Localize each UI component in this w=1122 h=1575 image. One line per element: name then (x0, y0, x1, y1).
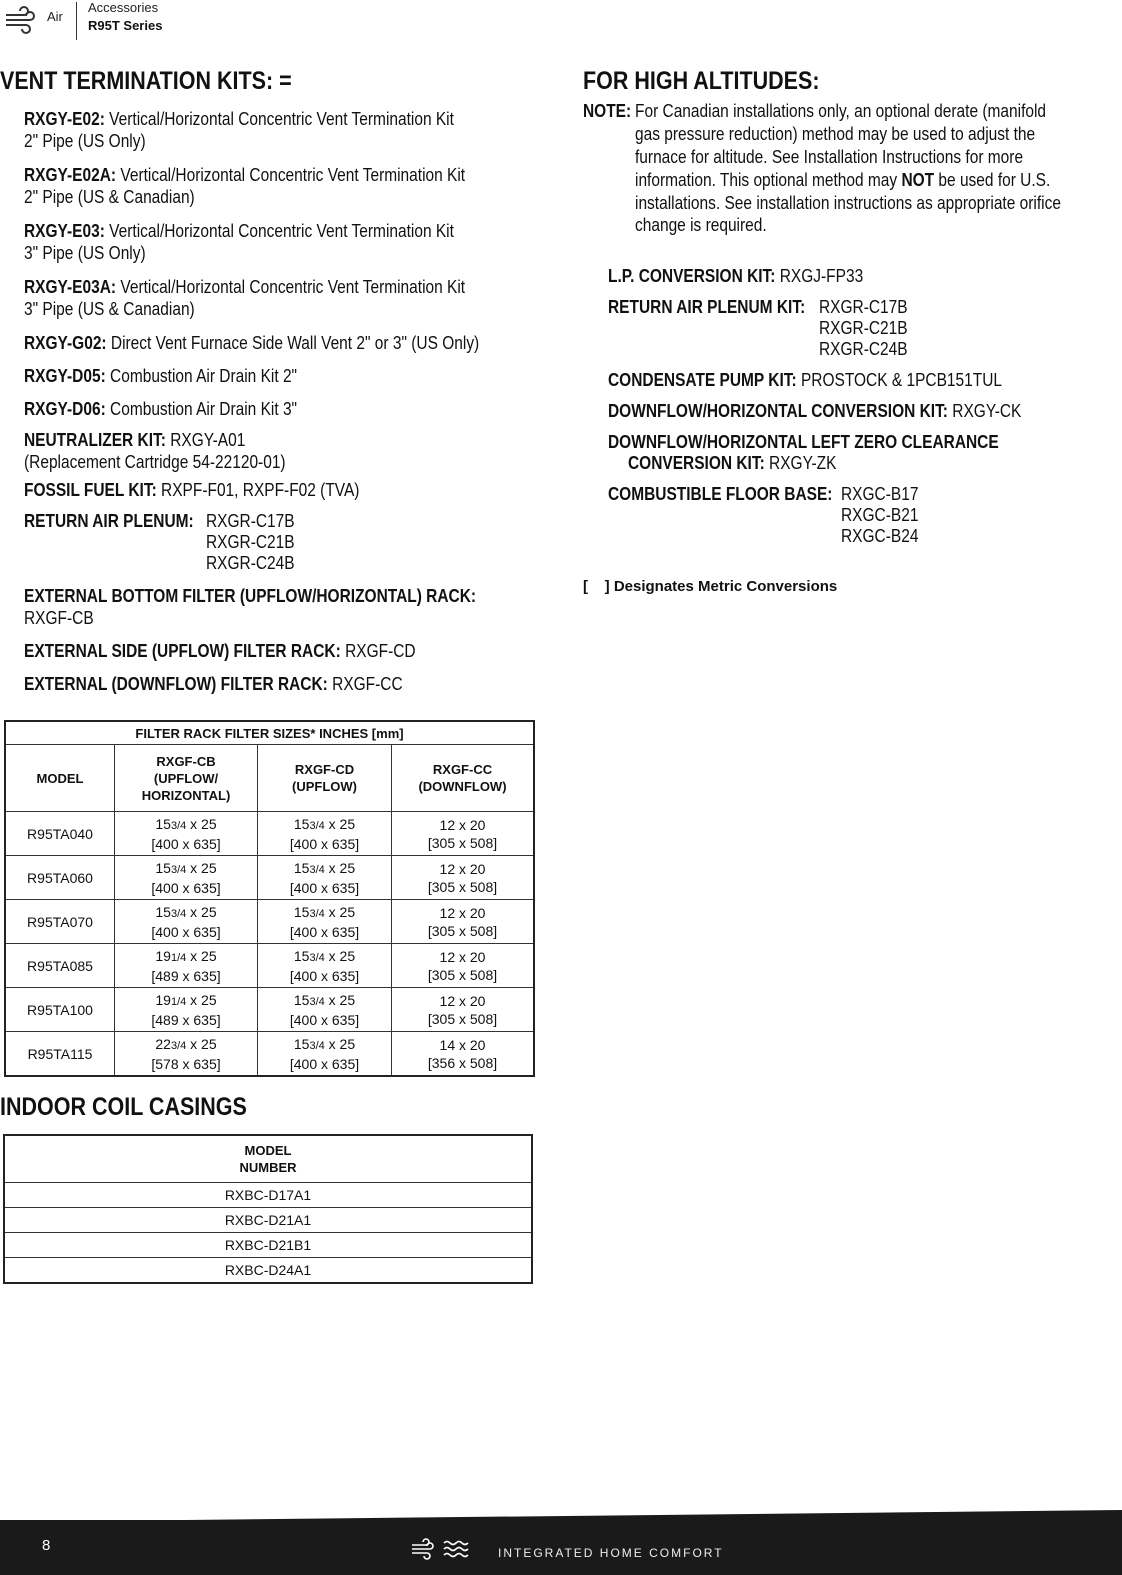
filter-size-cc-cell: 12 x 20 [305 x 508] (392, 812, 535, 856)
table-row (5, 944, 534, 988)
ext-bottom-filter-label: EXTERNAL BOTTOM FILTER (UPFLOW/HORIZONTAL) RACK: (24, 586, 477, 606)
coil-model-cell: RXBC-D21B1 (4, 1233, 532, 1258)
filter-size-cd-cell: 153/4 x 25 [400 x 635] (258, 944, 392, 988)
note-line-6: change is required. (635, 215, 767, 235)
note-line-2: gas pressure reduction) method may be used to adjust the (635, 124, 1036, 144)
filter-table-header-cb: RXGF-CB (UPFLOW/ HORIZONTAL) (115, 745, 258, 812)
ext-bottom-filter-value: RXGF-CB (24, 608, 94, 628)
filter-size-cc-cell: 12 x 20 [305 x 508] (392, 856, 535, 900)
floor-base-value-2: RXGC-B21 (841, 505, 919, 525)
page-number: 8 (42, 1537, 51, 1554)
filter-model-cell: R95TA070 (5, 900, 115, 944)
filter-table-header-cc: RXGF-CC (DOWNFLOW) (392, 745, 535, 812)
return-air-plenum-kit-label: RETURN AIR PLENUM KIT: (608, 297, 806, 317)
vent-item-g02: RXGY-G02: Direct Vent Furnace Side Wall Vent 2" or 3" (US Only) (24, 333, 480, 353)
header-category: Accessories (88, 0, 159, 15)
condensate-pump-kit: CONDENSATE PUMP KIT: PROSTOCK & 1PCB151TUL (608, 370, 1002, 390)
floor-base-value-1: RXGC-B17 (841, 484, 919, 504)
air-water-icon (410, 1538, 476, 1560)
return-air-plenum-kit-value-3: RXGR-C24B (819, 339, 908, 359)
altitude-section-title: FOR HIGH ALTITUDES: (583, 67, 820, 95)
coil-casings-table (3, 1134, 533, 1284)
vent-item-e03-sub: 3" Pipe (US Only) (24, 243, 146, 263)
filter-size-cd-cell: 153/4 x 25 [400 x 635] (258, 1032, 392, 1077)
table-row (5, 900, 534, 944)
filter-size-cb-cell: 191/4 x 25 [489 x 635] (115, 944, 258, 988)
table-row (4, 1183, 532, 1208)
vent-item-e02a: RXGY-E02A: Vertical/Horizontal Concentric Vent Termination Kit (24, 165, 466, 185)
table-row (5, 988, 534, 1032)
vent-item-e02-sub: 2" Pipe (US Only) (24, 131, 146, 151)
table-row (4, 1233, 532, 1258)
vent-item-d05: RXGY-D05: Combustion Air Drain Kit 2" (24, 366, 298, 386)
table-row (4, 1258, 532, 1284)
vent-item-e02: RXGY-E02: Vertical/Horizontal Concentric Vent Termination Kit (24, 109, 454, 129)
filter-model-cell: R95TA085 (5, 944, 115, 988)
coil-section-title: INDOOR COIL CASINGS (0, 1093, 247, 1121)
neutralizer-kit: NEUTRALIZER KIT: RXGY-A01 (24, 430, 246, 450)
filter-rack-table (4, 720, 535, 1077)
note-line-3: furnace for altitude. See Installation Instructions for more (635, 147, 1024, 167)
vent-item-e03a: RXGY-E03A: Vertical/Horizontal Concentric Vent Termination Kit (24, 277, 466, 297)
coil-model-cell: RXBC-D21A1 (4, 1208, 532, 1233)
table-row (4, 1208, 532, 1233)
note-label: NOTE: (583, 101, 632, 121)
filter-model-cell: R95TA100 (5, 988, 115, 1032)
filter-size-cb-cell: 153/4 x 25 [400 x 635] (115, 856, 258, 900)
filter-size-cb-cell: 223/4 x 25 [578 x 635] (115, 1032, 258, 1077)
note-line-5: installations. See installation instructions as appropriate orifice (635, 193, 1061, 213)
footer-brand: INTEGRATED HOME COMFORT (498, 1546, 724, 1560)
footer-wedge (0, 1510, 1122, 1522)
return-air-plenum-value-2: RXGR-C21B (206, 532, 295, 552)
coil-model-cell: RXBC-D24A1 (4, 1258, 532, 1284)
zero-clearance-kit-label: DOWNFLOW/HORIZONTAL LEFT ZERO CLEARANCE (608, 432, 999, 452)
page-footer (0, 1520, 1122, 1575)
floor-base-value-3: RXGC-B24 (841, 526, 919, 546)
filter-model-cell: R95TA040 (5, 812, 115, 856)
vent-section-title: VENT TERMINATION KITS: = (0, 67, 292, 95)
filter-size-cc-cell: 12 x 20 [305 x 508] (392, 944, 535, 988)
filter-size-cb-cell: 153/4 x 25 [400 x 635] (115, 900, 258, 944)
fossil-fuel-kit: FOSSIL FUEL KIT: RXPF-F01, RXPF-F02 (TVA) (24, 480, 360, 500)
combustible-floor-base-label: COMBUSTIBLE FLOOR BASE: (608, 484, 833, 504)
downflow-conversion-kit: DOWNFLOW/HORIZONTAL CONVERSION KIT: RXGY-CK (608, 401, 1022, 421)
header-series: R95T Series (88, 18, 163, 33)
header-section-label: Air (47, 9, 63, 24)
neutralizer-kit-sub: (Replacement Cartridge 54-22120-01) (24, 452, 286, 472)
note-line-1: For Canadian installations only, an optional derate (manifold (635, 101, 1047, 121)
zero-clearance-kit: CONVERSION KIT: RXGY-ZK (628, 453, 837, 473)
filter-size-cc-cell: 14 x 20 [356 x 508] (392, 1032, 535, 1077)
filter-size-cb-cell: 191/4 x 25 [489 x 635] (115, 988, 258, 1032)
filter-size-cd-cell: 153/4 x 25 [400 x 635] (258, 900, 392, 944)
return-air-plenum-kit-value-2: RXGR-C21B (819, 318, 908, 338)
return-air-plenum-label: RETURN AIR PLENUM: (24, 511, 194, 531)
note-line-4: information. This optional method may NOT be used for U.S. (635, 170, 1051, 190)
metric-conversion-note: [ ] Designates Metric Conversions (583, 578, 838, 595)
header-divider (76, 2, 77, 40)
air-flow-icon (4, 6, 38, 34)
vent-item-e02a-sub: 2" Pipe (US & Canadian) (24, 187, 195, 207)
coil-model-cell: RXBC-D17A1 (4, 1183, 532, 1208)
filter-size-cc-cell: 12 x 20 [305 x 508] (392, 988, 535, 1032)
vent-item-e03a-sub: 3" Pipe (US & Canadian) (24, 299, 195, 319)
filter-table-caption: FILTER RACK FILTER SIZES* INCHES [mm] (5, 721, 534, 745)
table-row (5, 856, 534, 900)
vent-item-e03: RXGY-E03: Vertical/Horizontal Concentric Vent Termination Kit (24, 221, 454, 241)
table-row (5, 812, 534, 856)
return-air-plenum-value-3: RXGR-C24B (206, 553, 295, 573)
table-row (5, 1032, 534, 1077)
filter-size-cb-cell: 153/4 x 25 [400 x 635] (115, 812, 258, 856)
filter-table-header-cd: RXGF-CD (UPFLOW) (258, 745, 392, 812)
vent-item-d06: RXGY-D06: Combustion Air Drain Kit 3" (24, 399, 298, 419)
ext-downflow-filter: EXTERNAL (DOWNFLOW) FILTER RACK: RXGF-CC (24, 674, 403, 694)
filter-size-cc-cell: 12 x 20 [305 x 508] (392, 900, 535, 944)
return-air-plenum-value-1: RXGR-C17B (206, 511, 295, 531)
lp-conversion-kit: L.P. CONVERSION KIT: RXGJ-FP33 (608, 266, 864, 286)
filter-model-cell: R95TA060 (5, 856, 115, 900)
filter-size-cd-cell: 153/4 x 25 [400 x 635] (258, 988, 392, 1032)
coil-table-header: MODEL NUMBER (4, 1135, 532, 1183)
filter-size-cd-cell: 153/4 x 25 [400 x 635] (258, 812, 392, 856)
filter-model-cell: R95TA115 (5, 1032, 115, 1077)
page-header (0, 0, 400, 44)
filter-table-header-model: MODEL (5, 745, 115, 812)
ext-side-filter: EXTERNAL SIDE (UPFLOW) FILTER RACK: RXGF-CD (24, 641, 416, 661)
return-air-plenum-kit-value-1: RXGR-C17B (819, 297, 908, 317)
filter-size-cd-cell: 153/4 x 25 [400 x 635] (258, 856, 392, 900)
